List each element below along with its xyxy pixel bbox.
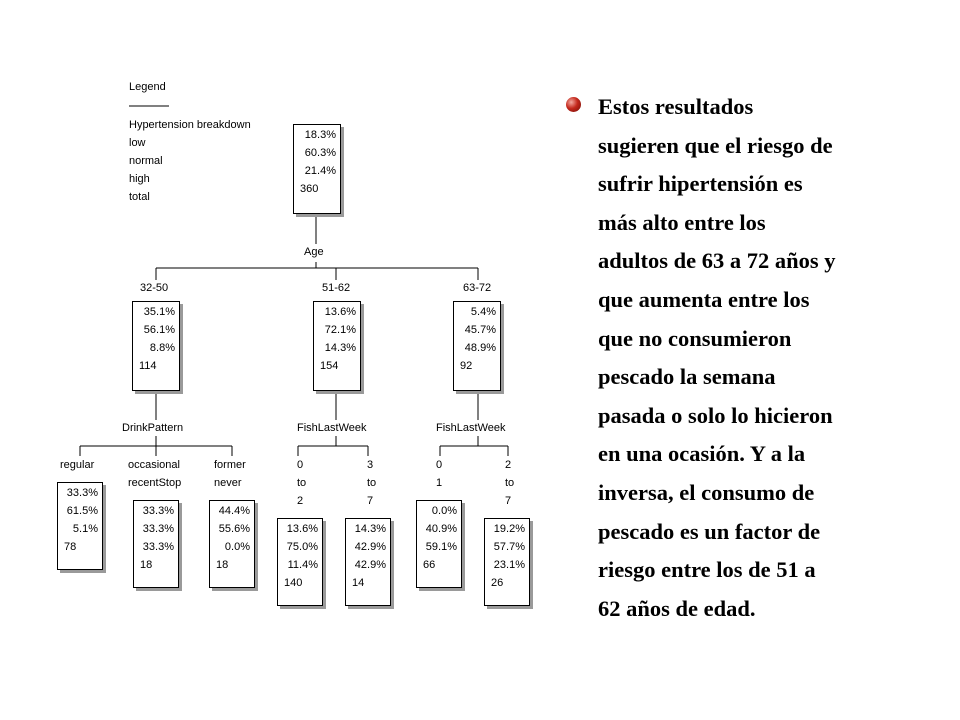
text-line: 62 años de edad.: [598, 595, 756, 621]
node-value: 55.6%: [218, 523, 250, 535]
node-total: 154: [320, 360, 339, 372]
node-value: 60.3%: [304, 147, 336, 159]
text-line: riesgo entre los de 51 a: [598, 557, 816, 583]
node-total: 18: [216, 559, 229, 571]
node-value: 33.3%: [66, 487, 98, 499]
text-line: pescado es un factor de: [598, 518, 821, 544]
tree-node-leaf-occasional: [133, 500, 179, 588]
branch-label: 0: [297, 459, 304, 471]
tree-node-leaf-former: [209, 500, 255, 588]
text-line: adultos de 63 a 72 años y: [598, 248, 836, 274]
text-line: pasada o solo lo hicieron: [598, 402, 833, 428]
legend-row: low: [129, 137, 146, 149]
explanation-paragraph: [598, 88, 928, 628]
tree-node-leaf-fish-2-7: [484, 518, 530, 606]
branch-label: to: [297, 477, 307, 489]
branch-label: former: [214, 459, 246, 471]
branch-label: 2: [297, 495, 304, 507]
node-value: 72.1%: [324, 324, 356, 336]
branch-label: recentStop: [128, 477, 182, 489]
tree-node-age-63-72: [453, 301, 501, 391]
text-line: sugieren que el riesgo de: [598, 132, 833, 158]
node-total: 140: [284, 577, 303, 589]
node-value: 14.3%: [354, 523, 386, 535]
node-value: 45.7%: [464, 324, 496, 336]
node-total: 66: [423, 559, 436, 571]
node-value: 40.9%: [425, 523, 457, 535]
node-value: 23.1%: [493, 559, 525, 571]
branch-label: never: [214, 477, 242, 489]
text-line: en una ocasión. Y a la: [598, 441, 806, 467]
text-line: que no consumieron: [598, 325, 792, 351]
node-value: 13.6%: [286, 523, 318, 535]
node-value: 42.9%: [354, 541, 386, 553]
node-value: 11.4%: [287, 559, 318, 571]
node-value: 35.1%: [143, 306, 175, 318]
node-value: 14.3%: [324, 342, 356, 354]
node-total: 360: [300, 183, 319, 195]
node-value: 21.4%: [304, 165, 336, 177]
node-total: 18: [140, 559, 153, 571]
node-value: 5.4%: [470, 306, 496, 318]
node-value: 75.0%: [286, 541, 318, 553]
branch-label: to: [367, 477, 377, 489]
node-value: 33.3%: [142, 541, 174, 553]
text-line: Estos resultados: [598, 94, 754, 119]
branch-label: regular: [60, 459, 95, 471]
tree-node-age-32-50: [132, 301, 180, 391]
node-value: 8.8%: [149, 342, 175, 354]
node-value: 5.1%: [72, 523, 98, 535]
node-value: 42.9%: [354, 559, 386, 571]
tree-node-leaf-regular: [57, 482, 103, 570]
node-value: 59.1%: [425, 541, 457, 553]
tree-node-leaf-fish-3-7: [345, 518, 391, 606]
text-line: sufrir hipertensión es: [598, 171, 803, 197]
node-total: 26: [491, 577, 504, 589]
legend-row: total: [129, 191, 150, 203]
split-label: Age: [304, 246, 324, 258]
branch-label: 0: [436, 459, 443, 471]
branch-label: 2: [505, 459, 512, 471]
node-value: 33.3%: [142, 505, 174, 517]
legend-category: Hypertension breakdown: [129, 119, 251, 131]
branch-label: 3: [367, 459, 374, 471]
node-value: 48.9%: [464, 342, 496, 354]
branch-label: 63-72: [463, 282, 492, 294]
split-label: FishLastWeek: [436, 422, 506, 434]
node-value: 33.3%: [142, 523, 174, 535]
split-label: DrinkPattern: [122, 422, 184, 434]
bullet-icon: [566, 97, 581, 112]
node-value: 61.5%: [66, 505, 98, 517]
legend-row: normal: [129, 155, 163, 167]
legend-title: Legend: [129, 81, 166, 93]
split-label: FishLastWeek: [297, 422, 367, 434]
text-line: inversa, el consumo de: [598, 479, 815, 505]
node-value: 56.1%: [143, 324, 175, 336]
node-value: 18.3%: [304, 129, 336, 141]
branch-label: 7: [505, 495, 512, 507]
branch-label: 51-62: [322, 282, 351, 294]
node-value: 0.0%: [224, 541, 250, 553]
node-total: 14: [352, 577, 365, 589]
branch-label: to: [505, 477, 515, 489]
branch-label: occasional: [128, 459, 180, 471]
node-value: 13.6%: [324, 306, 356, 318]
node-total: 114: [139, 360, 157, 372]
node-value: 44.4%: [218, 505, 250, 517]
legend-row: high: [129, 173, 150, 185]
node-total: 78: [64, 541, 77, 553]
node-value: 57.7%: [493, 541, 525, 553]
branch-label: 32-50: [140, 282, 169, 294]
branch-label: 1: [436, 477, 443, 489]
tree-node-leaf-fish-0-1: [416, 500, 462, 588]
text-line: que aumenta entre los: [598, 286, 810, 312]
node-value: 19.2%: [493, 523, 525, 535]
node-total: 92: [460, 360, 473, 372]
tree-node-leaf-fish-0-2: [277, 518, 323, 606]
text-line: pescado la semana: [598, 364, 776, 390]
node-value: 0.0%: [431, 505, 457, 517]
branch-label: 7: [367, 495, 374, 507]
text-line: más alto entre los: [598, 209, 766, 235]
tree-node-age-51-62: [313, 301, 361, 391]
tree-node-root: [293, 124, 341, 214]
